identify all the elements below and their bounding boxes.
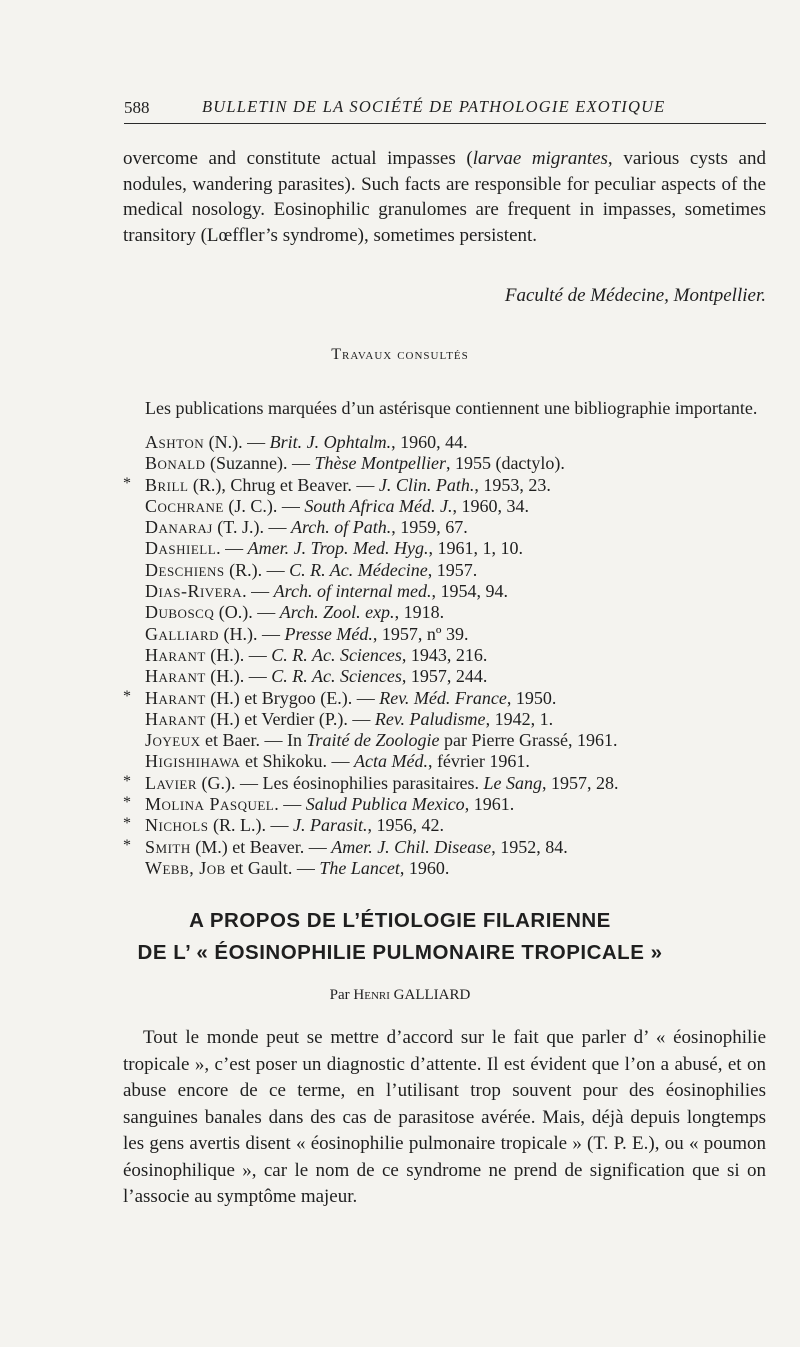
reference-item bbox=[123, 794, 785, 815]
running-title: BULLETIN DE LA SOCIÉTÉ DE PATHOLOGIE EXOTIQUE bbox=[202, 97, 666, 116]
reference-rest: (J. C.). — bbox=[223, 495, 305, 516]
reference-journal: Le Sang bbox=[483, 772, 542, 793]
reference-rest: . — bbox=[216, 538, 248, 559]
reference-item bbox=[123, 474, 785, 496]
intro-text-start: overcome and constitute actual impasses ( bbox=[123, 148, 473, 169]
reference-journal: C. R. Ac. Médecine bbox=[289, 559, 428, 580]
reference-authors: Deschiens bbox=[145, 559, 225, 580]
reference-authors: Dashiell bbox=[145, 538, 217, 559]
article-paragraph: Tout le monde peut se mettre d’accord sur le fait que parler d’ « éosinophilie tropicale », c’est poser un diagnostic d’attente. Il est évident que l’on a abusé, et on abuse encore de ce terme, en l’utilisant trop souvent pour des éosinophilies sanguines banales dans des cas de parasitose avérée. Mais, déjà depuis longtemps les gens avertis disent « éosinophilie pulmonaire tropicale » (T. P. E.), ou « poumon éosinophilique », car le nom de ce syndrome ne prend de signification que si on l’associe au symptôme majeur. bbox=[123, 1027, 766, 1207]
reference-list bbox=[123, 432, 785, 879]
reference-authors: Smith bbox=[145, 836, 191, 857]
reference-rest: (R. L.). — bbox=[208, 815, 293, 836]
references-title: Travaux consultés bbox=[331, 346, 469, 363]
reference-journal: J. Parasit. bbox=[292, 815, 368, 836]
reference-tail: , 1960, 34. bbox=[452, 495, 529, 516]
reference-tail: , 1961. bbox=[464, 794, 515, 815]
reference-authors: Higishihawa bbox=[145, 751, 241, 772]
reference-star: * bbox=[123, 687, 131, 705]
intro-italic: larvae migrantes bbox=[472, 148, 608, 169]
reference-rest: (H.) et Brygoo (E.). — bbox=[205, 687, 380, 708]
reference-rest: . — bbox=[274, 794, 306, 815]
reference-rest: . — bbox=[242, 581, 274, 602]
reference-authors: Nichols bbox=[145, 815, 209, 836]
reference-tail: , 1956, 42. bbox=[367, 815, 444, 836]
reference-star: * bbox=[123, 836, 131, 854]
reference-journal: Rev. Méd. France bbox=[379, 687, 507, 708]
reference-authors: Molina Pasquel bbox=[145, 794, 275, 815]
reference-authors: Webb, Job bbox=[145, 857, 226, 878]
reference-authors: Harant bbox=[145, 708, 206, 729]
reference-tail: , 1961, 1, 10. bbox=[428, 538, 523, 559]
reference-tail: , 1960, 44. bbox=[391, 432, 468, 452]
reference-authors: Galliard bbox=[145, 623, 220, 644]
reference-tail: , 1959, 67. bbox=[391, 517, 468, 538]
reference-item bbox=[123, 815, 785, 836]
reference-tail: , 1953, 23. bbox=[474, 474, 551, 495]
reference-journal: Arch. of Path. bbox=[290, 517, 392, 538]
reference-journal: Amer. J. Trop. Med. Hyg. bbox=[247, 538, 429, 559]
reference-item bbox=[145, 645, 785, 666]
reference-journal: Thèse Montpellier bbox=[314, 453, 446, 474]
reference-tail: , 1957. bbox=[427, 559, 478, 580]
reference-rest: (H.). — bbox=[219, 623, 285, 644]
reference-journal: Traité de Zoologie bbox=[306, 730, 440, 751]
reference-authors: Harant bbox=[145, 687, 206, 708]
reference-journal: J. Clin. Path. bbox=[378, 474, 475, 495]
article-title-line-2: DE L’ « ÉOSINOPHILIE PULMONAIRE TROPICALE » bbox=[137, 941, 663, 964]
reference-journal: Amer. J. Chil. Disease bbox=[331, 836, 492, 857]
reference-authors: Duboscq bbox=[145, 602, 215, 623]
references-intro: Les publications marquées d’un astérisque contiennent une bibliographie importante. bbox=[145, 398, 758, 418]
reference-item bbox=[123, 687, 785, 709]
reference-rest: (T. J.). — bbox=[212, 517, 291, 538]
reference-item bbox=[145, 538, 785, 559]
reference-tail: , 1957, 244. bbox=[401, 666, 488, 687]
reference-rest: (O.). — bbox=[214, 602, 280, 623]
intro-text-end: , various cysts and nodules, wandering parasites). Such facts are responsible for peculiar aspects of the medical nosology. Eosinophilic granulomes are frequent in impasses, sometimes transitory (Lœffler’s syndrome), sometimes persistent. bbox=[123, 148, 766, 246]
reference-tail: , 1918. bbox=[394, 602, 445, 623]
reference-tail: , 1957, 28. bbox=[541, 772, 619, 793]
reference-rest: (R.), Chrug et Beaver. — bbox=[188, 474, 379, 495]
byline-author: Henri GALLIARD bbox=[353, 987, 471, 1003]
reference-rest: et Shikoku. — bbox=[240, 751, 354, 772]
intro-paragraph bbox=[123, 146, 766, 248]
reference-journal: Acta Méd. bbox=[353, 751, 428, 772]
reference-tail: , 1954, 94. bbox=[431, 581, 508, 602]
reference-authors: Harant bbox=[145, 666, 206, 687]
reference-rest: (Suzanne). — bbox=[205, 453, 315, 474]
reference-tail: , 1952, 84. bbox=[491, 836, 568, 857]
reference-authors: Brill bbox=[145, 474, 189, 495]
reference-star: * bbox=[123, 794, 131, 812]
reference-rest: (N.). — bbox=[204, 432, 270, 452]
reference-journal: Salud Publica Mexico bbox=[305, 794, 465, 815]
reference-authors: Lavier bbox=[145, 772, 198, 793]
article-byline bbox=[0, 987, 800, 1004]
reference-authors: Harant bbox=[145, 644, 206, 665]
reference-journal: Rev. Paludisme bbox=[374, 708, 486, 729]
reference-rest: (G.). — Les éosinophilies parasitaires. bbox=[197, 772, 484, 793]
reference-rest: (H.). — bbox=[205, 666, 272, 687]
reference-rest: et Baer. — In bbox=[200, 730, 307, 751]
reference-item bbox=[145, 858, 785, 879]
page-header bbox=[124, 93, 766, 124]
reference-star: * bbox=[123, 474, 131, 492]
reference-star: * bbox=[123, 772, 131, 790]
reference-item bbox=[145, 730, 785, 751]
reference-journal: C. R. Ac. Sciences bbox=[271, 666, 402, 687]
reference-tail: , 1955 (dactylo). bbox=[445, 453, 565, 474]
reference-item bbox=[123, 836, 785, 858]
reference-rest: (H.). — bbox=[205, 644, 272, 665]
article-title-line-1: A PROPOS DE L’ÉTIOLOGIE FILARIENNE bbox=[189, 909, 611, 932]
reference-authors: Dias-Rivera bbox=[145, 581, 243, 602]
reference-tail: , février 1961. bbox=[427, 751, 530, 772]
reference-journal: C. R. Ac. Sciences bbox=[271, 644, 402, 665]
reference-journal: Presse Méd. bbox=[284, 623, 373, 644]
reference-rest: (R.). — bbox=[224, 559, 290, 580]
reference-tail: , 1943, 216. bbox=[401, 644, 488, 665]
reference-journal: The Lancet bbox=[319, 857, 400, 878]
reference-authors: Joyeux bbox=[145, 730, 201, 751]
reference-authors: Danaraj bbox=[145, 517, 213, 538]
reference-item bbox=[145, 602, 785, 623]
reference-rest: et Gault. — bbox=[225, 857, 320, 878]
reference-journal: Brit. J. Ophtalm. bbox=[269, 432, 392, 452]
reference-star: * bbox=[123, 815, 131, 833]
reference-item bbox=[145, 496, 785, 517]
reference-item bbox=[145, 709, 785, 730]
reference-journal: Arch. Zool. exp. bbox=[279, 602, 395, 623]
reference-item bbox=[145, 624, 785, 645]
reference-item bbox=[145, 453, 785, 474]
affiliation: Faculté de Médecine, Montpellier. bbox=[504, 285, 766, 306]
reference-rest: (M.) et Beaver. — bbox=[190, 836, 332, 857]
reference-item bbox=[145, 560, 785, 581]
reference-item bbox=[145, 666, 785, 687]
reference-rest: (H.) et Verdier (P.). — bbox=[205, 708, 375, 729]
reference-item bbox=[145, 432, 785, 453]
reference-item bbox=[123, 772, 785, 794]
reference-tail: , 1957, nº 39. bbox=[372, 623, 469, 644]
reference-authors: Ashton bbox=[145, 432, 205, 452]
reference-tail: , 1960. bbox=[399, 857, 450, 878]
reference-item bbox=[145, 751, 785, 772]
reference-tail: , 1950. bbox=[506, 687, 557, 708]
reference-item bbox=[145, 581, 785, 602]
reference-tail: par Pierre Grassé, 1961. bbox=[439, 730, 618, 751]
page-number: 588 bbox=[124, 98, 150, 117]
reference-authors: Cochrane bbox=[145, 495, 224, 516]
reference-journal: South Africa Méd. J. bbox=[304, 495, 453, 516]
reference-item bbox=[145, 517, 785, 538]
byline-prefix: Par bbox=[329, 987, 350, 1003]
reference-tail: , 1942, 1. bbox=[485, 708, 554, 729]
reference-journal: Arch. of internal med. bbox=[273, 581, 432, 602]
reference-authors: Bonald bbox=[145, 453, 206, 474]
